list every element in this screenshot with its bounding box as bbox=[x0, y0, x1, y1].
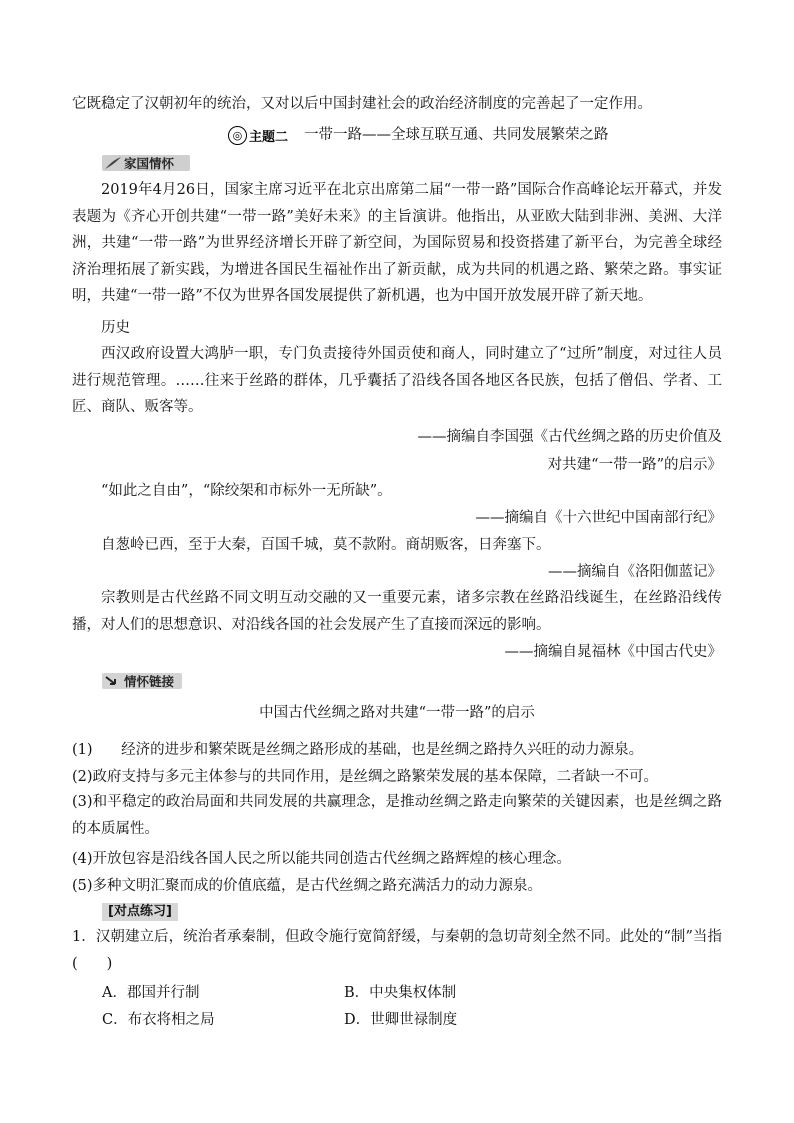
list-item-1 bbox=[72, 740, 643, 760]
history-heading: 历史 bbox=[101, 320, 130, 336]
section-tag-link: 情怀链接 bbox=[102, 673, 182, 689]
list-item-3: (3)和平稳定的政治局面和共同发展的共赢理念，是推动丝绸之路走向繁荣的关键因素，也是丝绸之路的本质属性。 bbox=[72, 794, 722, 837]
option-d[interactable]: D．世卿世禄制度 bbox=[344, 1012, 458, 1028]
question-1: 1．汉朝建立后，统治者承秦制，但政令施行宽简舒缓，与秦朝的急切苛刻全然不同。此处的“制”当指( ) bbox=[72, 929, 722, 972]
list-item-4: (4)开放包容是沿线各国人民之所以能共同创造古代丝绸之路辉煌的核心理念。 bbox=[72, 851, 572, 867]
section2-title: 中国古代丝绸之路对共建“一带一路”的启示 bbox=[259, 705, 535, 721]
list-item-1-number: (1) bbox=[72, 742, 93, 758]
list-item-2: (2)政府支持与多元主体参与的共同作用，是丝绸之路繁荣发展的基本保障，二者缺一不可。 bbox=[72, 769, 659, 785]
source-2: ——摘编自《十六世纪中国南部行纪》 bbox=[475, 510, 722, 526]
option-a[interactable]: A．郡国并行制 bbox=[102, 985, 200, 1001]
quote-3: 自葱岭已西，至于大秦，百国千城，莫不款附。商胡贩客，日奔塞下。 bbox=[101, 537, 551, 553]
history-paragraph-1: 西汉政府设置大鸿胪一职，专门负责接待外国贡使和商人，同时建立了“过所”制度，对过往人员进行规范管理。……往来于丝路的群体，几乎囊括了沿线各国各地区各民族，包括了僧侣、学者、工匠、商队、贩客等。 bbox=[72, 346, 722, 416]
source-1b: 对共建“一带一路”的启示》 bbox=[547, 457, 722, 473]
list-item-5: (5)多种文明汇聚而成的价值底蕴，是古代丝绸之路充满活力的动力源泉。 bbox=[72, 878, 543, 894]
history-paragraph-4: 宗教则是古代丝路不同文明互动交融的又一重要元素，诸多宗教在丝路沿线诞生，在丝路沿线传播，对人们的思想意识、对沿线各国的社会发展产生了直接而深远的影响。 bbox=[72, 590, 722, 633]
topic-badge-label: 主题二 bbox=[248, 129, 288, 145]
topic-badge-circle-icon: ◎ bbox=[228, 126, 247, 145]
intro-line: 它既稳定了汉朝初年的统治，又对以后中国封建社会的政治经济制度的完善起了一定作用。 bbox=[72, 96, 652, 112]
topic-badge bbox=[227, 125, 289, 145]
option-c[interactable]: C．布衣将相之局 bbox=[102, 1012, 215, 1028]
section-tag-patriotism: 家国情怀 bbox=[102, 155, 182, 171]
quote-2: “如此之自由”，“除绞架和市标外一无所缺”。 bbox=[101, 483, 392, 499]
source-4: ——摘编自晁福林《中国古代史》 bbox=[504, 644, 722, 660]
source-3: ——摘编自《洛阳伽蓝记》 bbox=[548, 564, 722, 580]
source-1a: ——摘编自李国强《古代丝绸之路的历史价值及 bbox=[417, 429, 722, 445]
topic-title: 一带一路——全球互联互通、共同发展繁荣之路 bbox=[304, 127, 609, 143]
list-item-1-text: 经济的进步和繁荣既是丝绸之路形成的基础，也是丝绸之路持久兴旺的动力源泉。 bbox=[121, 742, 644, 758]
practice-tag: [对点练习] bbox=[102, 903, 178, 921]
section1-paragraph: 2019年4月26日，国家主席习近平在北京出席第二届“一带一路”国际合作高峰论坛开幕式，并发表题为《齐心开创共建“一带一路”美好未来》的主旨演讲。他指出，从亚欧大陆到非洲、美洲、大洋洲，共建“一带一路”为世界经济增长开辟了新空间，为国际贸易和投资搭建了新平台，为完善全球经济治理拓展了新实践，为增进各国民生福祉作出了新贡献，成为共同的机遇之路、繁荣之路。事实证明，共建“一带一路”不仅为世界各国发展提供了新机遇，也为中国开放发展开辟了新天地。 bbox=[72, 182, 722, 305]
option-b[interactable]: B．中央集权体制 bbox=[344, 985, 457, 1001]
